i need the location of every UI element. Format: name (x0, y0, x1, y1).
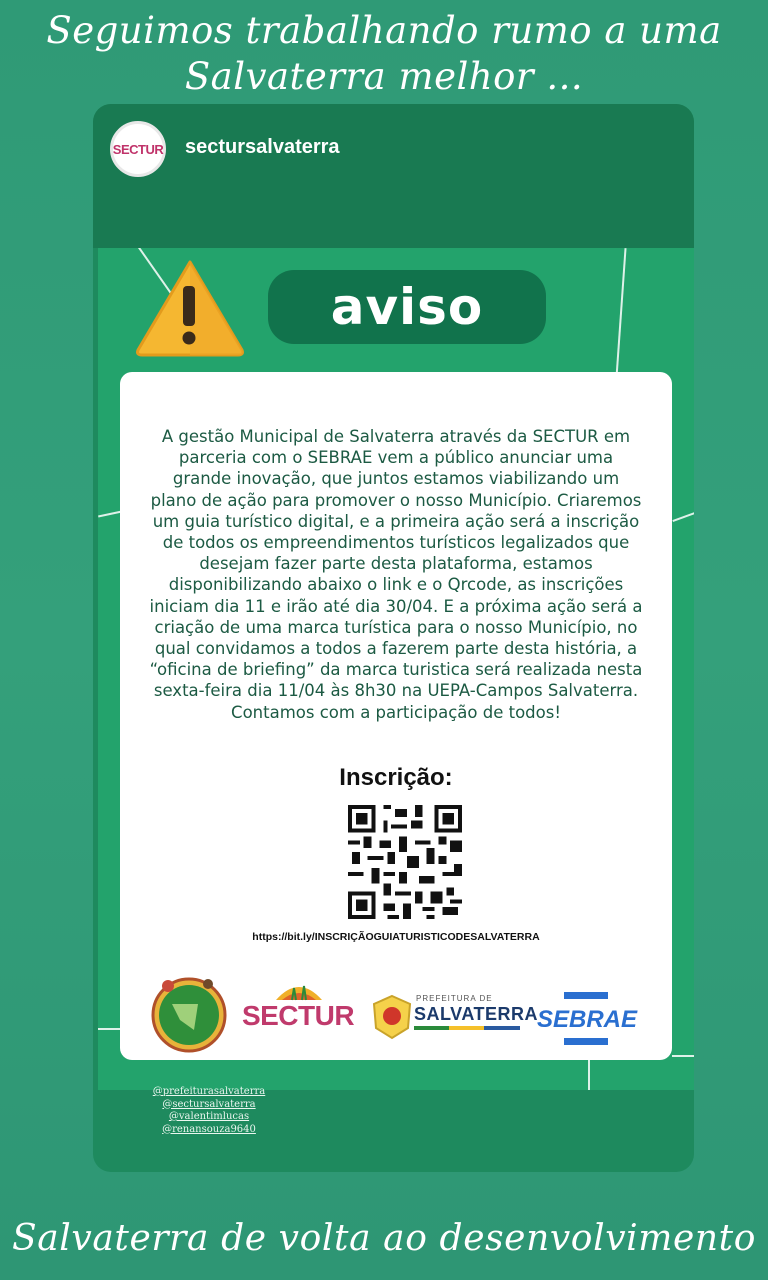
decorative-line (672, 512, 694, 522)
caption-line-2: Salvaterra melhor ... (184, 55, 584, 98)
decorative-line (615, 248, 626, 378)
decorative-line (672, 1055, 694, 1057)
mention-tag[interactable]: @renansouza9640 (162, 1123, 256, 1135)
prefeitura-small-text: PREFEITURA DE (416, 994, 493, 1003)
aviso-headline: aviso (330, 278, 484, 336)
municipal-seal-logo (148, 974, 230, 1056)
caption-line-1: Seguimos trabalhando rumo a uma (46, 9, 722, 52)
sebrae-logo (534, 992, 640, 1048)
prefeitura-logo (372, 990, 538, 1046)
post-username[interactable]: sectursalvaterra (185, 136, 340, 158)
decorative-line (588, 1060, 590, 1090)
decorative-line (98, 1028, 122, 1030)
story-caption-bottom: Salvaterra de volta ao desenvolvimento (11, 1218, 757, 1259)
prefeitura-big-text: SALVATERRA (414, 1004, 538, 1024)
prefeitura-emblem-icon (372, 994, 412, 1040)
prefeitura-stripe (414, 1026, 520, 1030)
mention-tag[interactable]: @sectursalvaterra (162, 1098, 256, 1110)
story-caption-top (40, 8, 728, 100)
post-header (93, 104, 694, 248)
sebrae-logo-text: SEBRAE (536, 1006, 638, 1033)
post-image (98, 248, 694, 1090)
sectur-logo (238, 980, 358, 1050)
avatar-logo-text: SECTUR (112, 141, 164, 157)
registration-link[interactable]: https://bit.ly/INSCRIÇÃOGUIATURISTICODESALVATERRA (252, 931, 540, 943)
decorative-line (98, 511, 122, 518)
announcement-card (120, 372, 672, 1060)
mention-tag[interactable]: @valentimlucas (168, 1111, 250, 1122)
inscricao-label: Inscrição: (339, 764, 453, 791)
shared-post-card[interactable] (93, 104, 694, 1172)
sectur-sun-icon (272, 980, 326, 1002)
mention-tags (129, 1086, 289, 1136)
qr-code[interactable] (348, 805, 462, 919)
avatar[interactable] (110, 121, 166, 177)
mention-tag[interactable]: @prefeiturasalvaterra (152, 1086, 266, 1097)
sectur-logo-text: SECTUR (241, 1000, 355, 1031)
warning-icon (134, 258, 246, 358)
announcement-text: A gestão Municipal de Salvaterra através da SECTUR em parceria com o SEBRAE vem a público anunciar uma grande inovação, que juntos estamos viabilizando um plano de ação para promover o nosso Município. Criaremos um guia turístico digital, e a primeira ação será a inscrição de todos os empreendimentos turísticos legalizados que desejam fazer parte desta plataforma, estamos disponibilizando abaixo o link e o Qrcode, as inscrições iniciam dia 11 e irão até dia 30/04. E a próxima ação será a criação de uma marca turística para o nosso Município, no qual convidamos a todos a fazerem parte desta história, a “oficina de briefing” da marca turistica será realizada nesta sexta-feira dia 11/04 às 8h30 na UEPA-Campos Salvaterra. Contamos com a participação de todos! (149, 427, 643, 722)
aviso-banner (268, 270, 546, 344)
